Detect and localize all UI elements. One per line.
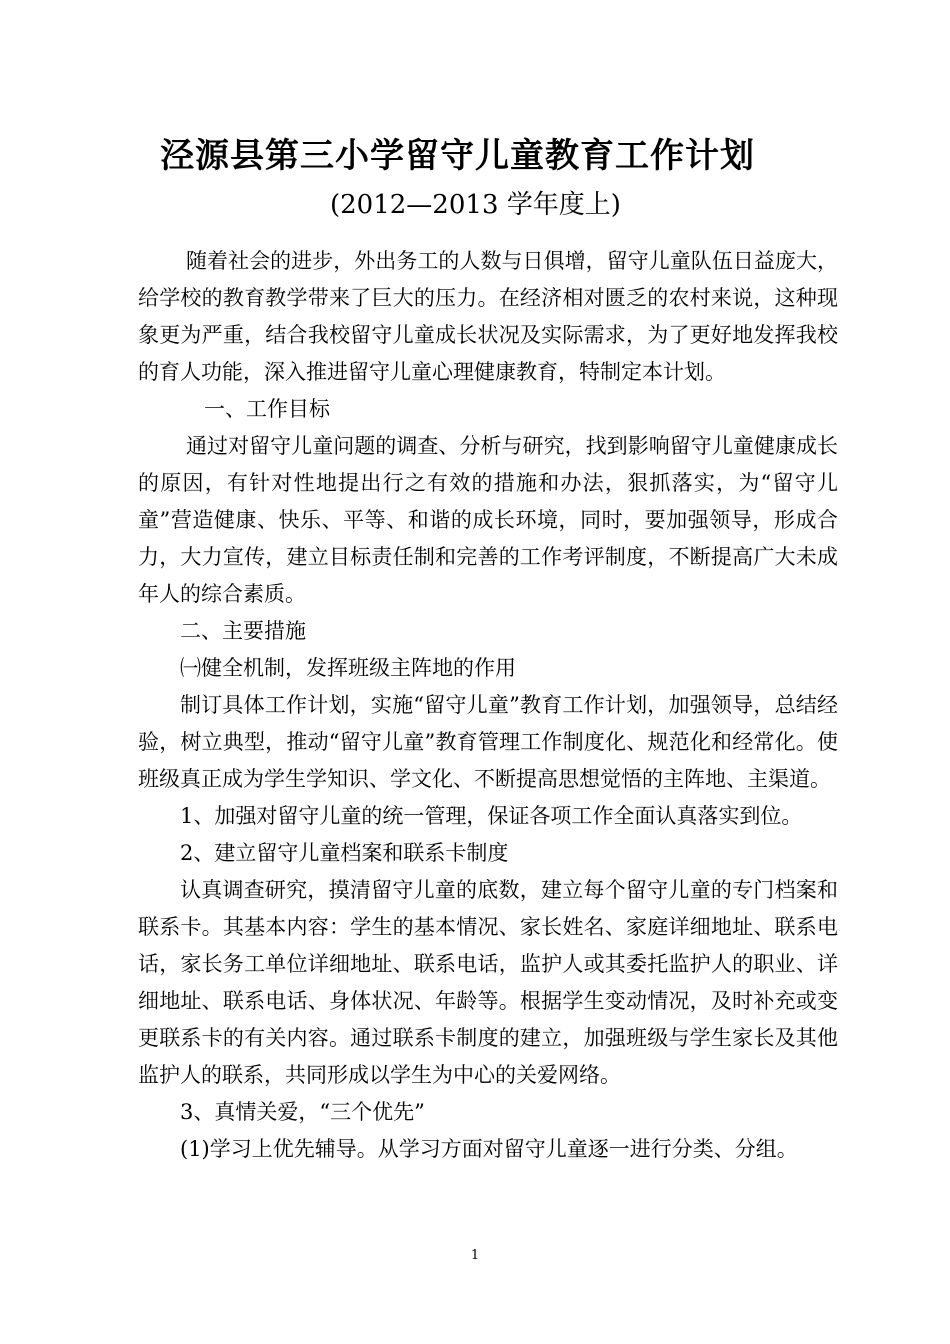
paragraph-goals: 通过对留守儿童问题的调查、分析与研究，找到影响留守儿童健康成长的原因，有针对性地提出行之有效的措施和办法，狠抓落实，为“留守儿童”营造健康、快乐、平等、和谐的成长环境，同时，要加强领导，形成合力，大力宣传，建立目标责任制和完善的工作考评制度，不断提高广大未成年人的综合素质。 — [138, 434, 838, 606]
page-number: 1 — [470, 1248, 480, 1263]
paragraph-mechanism: 制订具体工作计划，实施“留守儿童”教育工作计划，加强领导，总结经验，树立典型，推动“留守儿童”教育管理工作制度化、规范化和经常化。使班级真正成为学生学知识、学文化、不断提高思想觉悟的主阵地、主渠道。 — [138, 693, 838, 791]
item-3-1: (1)学习上优先辅导。从学习方面对留守儿童逐一进行分类、分组。 — [180, 1137, 798, 1161]
heading-work-goals: 一、工作目标 — [204, 397, 330, 421]
item-3: 3、真情关爱，“三个优先” — [180, 1100, 425, 1124]
document-title: 泾源县第三小学留守儿童教育工作计划 — [160, 136, 755, 176]
heading-main-measures: 二、主要措施 — [180, 619, 306, 643]
paragraph-archive: 认真调查研究，摸清留守儿童的底数，建立每个留守儿童的专门档案和联系卡。其基本内容：学生的基本情况、家长姓名、家庭详细地址、联系电话，家长务工单位详细地址、联系电话，监护人或其委托监护人的职业、详细地址、联系电话、身体状况、年龄等。根据学生变动情况，及时补充或变更联系卡的有关内容。通过联系卡制度的建立，加强班级与学生家长及其他监护人的联系，共同形成以学生为中心的关爱网络。 — [138, 878, 838, 1087]
subheading-mechanism: ㈠健全机制，发挥班级主阵地的作用 — [180, 656, 516, 680]
document-subtitle: (2012—2013 学年度上) — [330, 190, 621, 220]
paragraph-intro: 随着社会的进步，外出务工的人数与日俱增，留守儿童队伍日益庞大，给学校的教育教学带来了巨大的压力。在经济相对匮乏的农村来说，这种现象更为严重，结合我校留守儿童成长状况及实际需求，为了更好地发挥我校的育人功能，深入推进留守儿童心理健康教育，特制定本计划。 — [138, 249, 838, 384]
document-body — [138, 243, 838, 1168]
item-1: 1、加强对留守儿童的统一管理，保证各项工作全面认真落实到位。 — [180, 804, 803, 828]
item-2: 2、建立留守儿童档案和联系卡制度 — [180, 841, 509, 865]
